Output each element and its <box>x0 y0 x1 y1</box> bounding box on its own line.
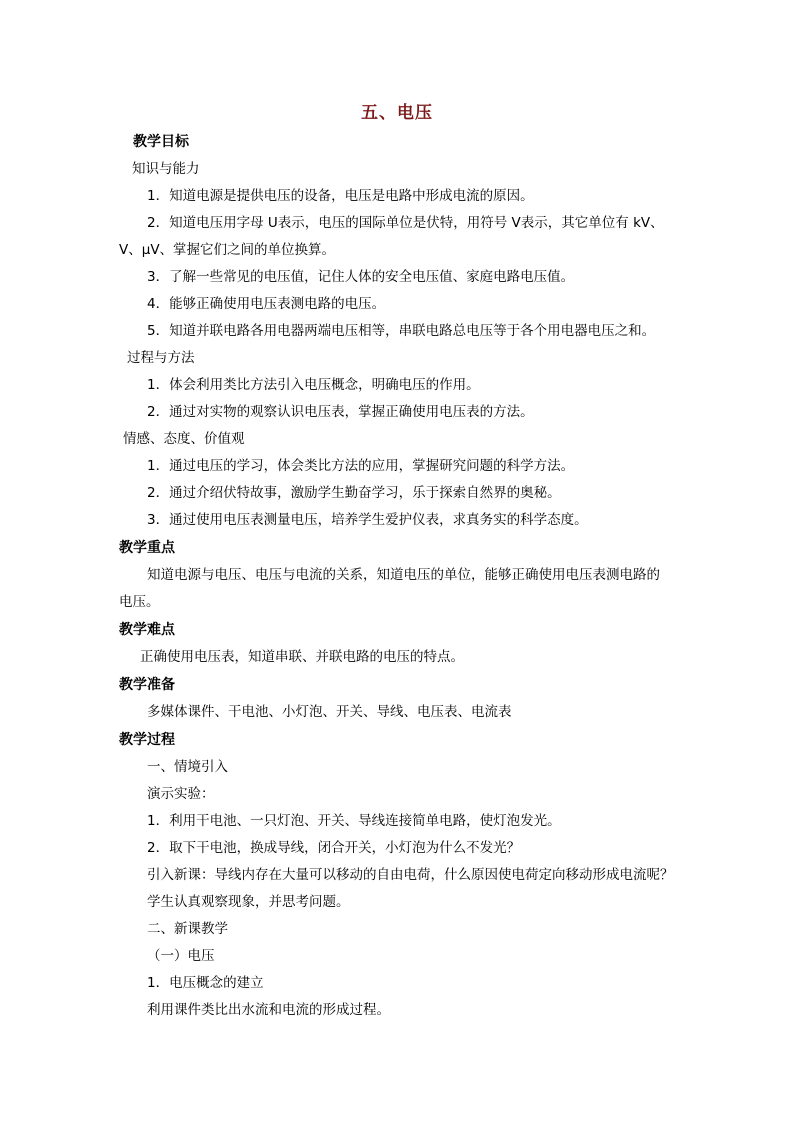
goal-knowledge-item: 1．知道电源是提供电压的设备，电压是电路中形成电流的原因。 <box>147 188 534 204</box>
process-section-title: 一、情境引入 <box>147 759 228 775</box>
goal-knowledge-item-continued: V、μV、掌握它们之间的单位换算。 <box>119 242 336 258</box>
goal-knowledge-item: 3．了解一些常见的电压值，记住人体的安全电压值、家庭电路电压值。 <box>147 269 575 285</box>
subheading-knowledge: 知识与能力 <box>132 161 200 177</box>
subheading-process-method: 过程与方法 <box>127 350 195 366</box>
subheading-emotion-attitude: 情感、态度、价值观 <box>123 431 245 447</box>
goal-process-item: 1．体会利用类比方法引入电压概念，明确电压的作用。 <box>147 377 480 393</box>
goal-knowledge-item: 4．能够正确使用电压表测电路的电压。 <box>147 296 386 312</box>
goal-emotion-item: 1．通过电压的学习，体会类比方法的应用，掌握研究问题的科学方法。 <box>147 458 575 474</box>
preparation-text: 多媒体课件、干电池、小灯泡、开关、导线、电压表、电流表 <box>147 704 512 720</box>
heading-difficult-points: 教学难点 <box>119 622 175 638</box>
key-points-text-continued: 电压。 <box>119 594 160 610</box>
process-line: 引入新课：导线内存在大量可以移动的自由电荷，什么原因使电荷定向移动形成电流呢？ <box>147 867 674 883</box>
process-line: 1．电压概念的建立 <box>147 975 264 991</box>
process-line: 1．利用干电池、一只灯泡、开关、导线连接简单电路，使灯泡发光。 <box>147 813 561 829</box>
goal-process-item: 2．通过对实物的观察认识电压表，掌握正确使用电压表的方法。 <box>147 404 534 420</box>
process-line: 演示实验： <box>147 786 215 802</box>
goal-emotion-item: 3．通过使用电压表测量电压，培养学生爱护仪表，求真务实的科学态度。 <box>147 512 588 528</box>
goal-emotion-item: 2．通过介绍伏特故事，激励学生勤奋学习，乐于探索自然界的奥秘。 <box>147 485 561 501</box>
page-title: 五、电压 <box>361 103 433 123</box>
key-points-text: 知道电源与电压、电压与电流的关系，知道电压的单位，能够正确使用电压表测电路的 <box>147 567 660 583</box>
heading-teaching-goals: 教学目标 <box>133 134 189 150</box>
process-line: 利用课件类比出水流和电流的形成过程。 <box>147 1002 390 1018</box>
process-subsection-title: （一）电压 <box>147 948 215 964</box>
process-section-title: 二、新课教学 <box>147 921 228 937</box>
process-line: 学生认真观察现象，并思考问题。 <box>147 894 350 910</box>
heading-preparation: 教学准备 <box>119 677 175 693</box>
goal-knowledge-item: 5．知道并联电路各用电器两端电压相等，串联电路总电压等于各个用电器电压之和。 <box>147 323 656 339</box>
difficult-points-text: 正确使用电压表，知道串联、并联电路的电压的特点。 <box>140 649 464 665</box>
goal-knowledge-item: 2．知道电压用字母 U表示，电压的国际单位是伏特，用符号 V表示，其它单位有 kV、 <box>147 215 664 231</box>
heading-teaching-process: 教学过程 <box>119 732 175 748</box>
process-line: 2．取下干电池，换成导线，闭合开关，小灯泡为什么不发光？ <box>147 840 521 856</box>
heading-key-points: 教学重点 <box>119 540 175 556</box>
